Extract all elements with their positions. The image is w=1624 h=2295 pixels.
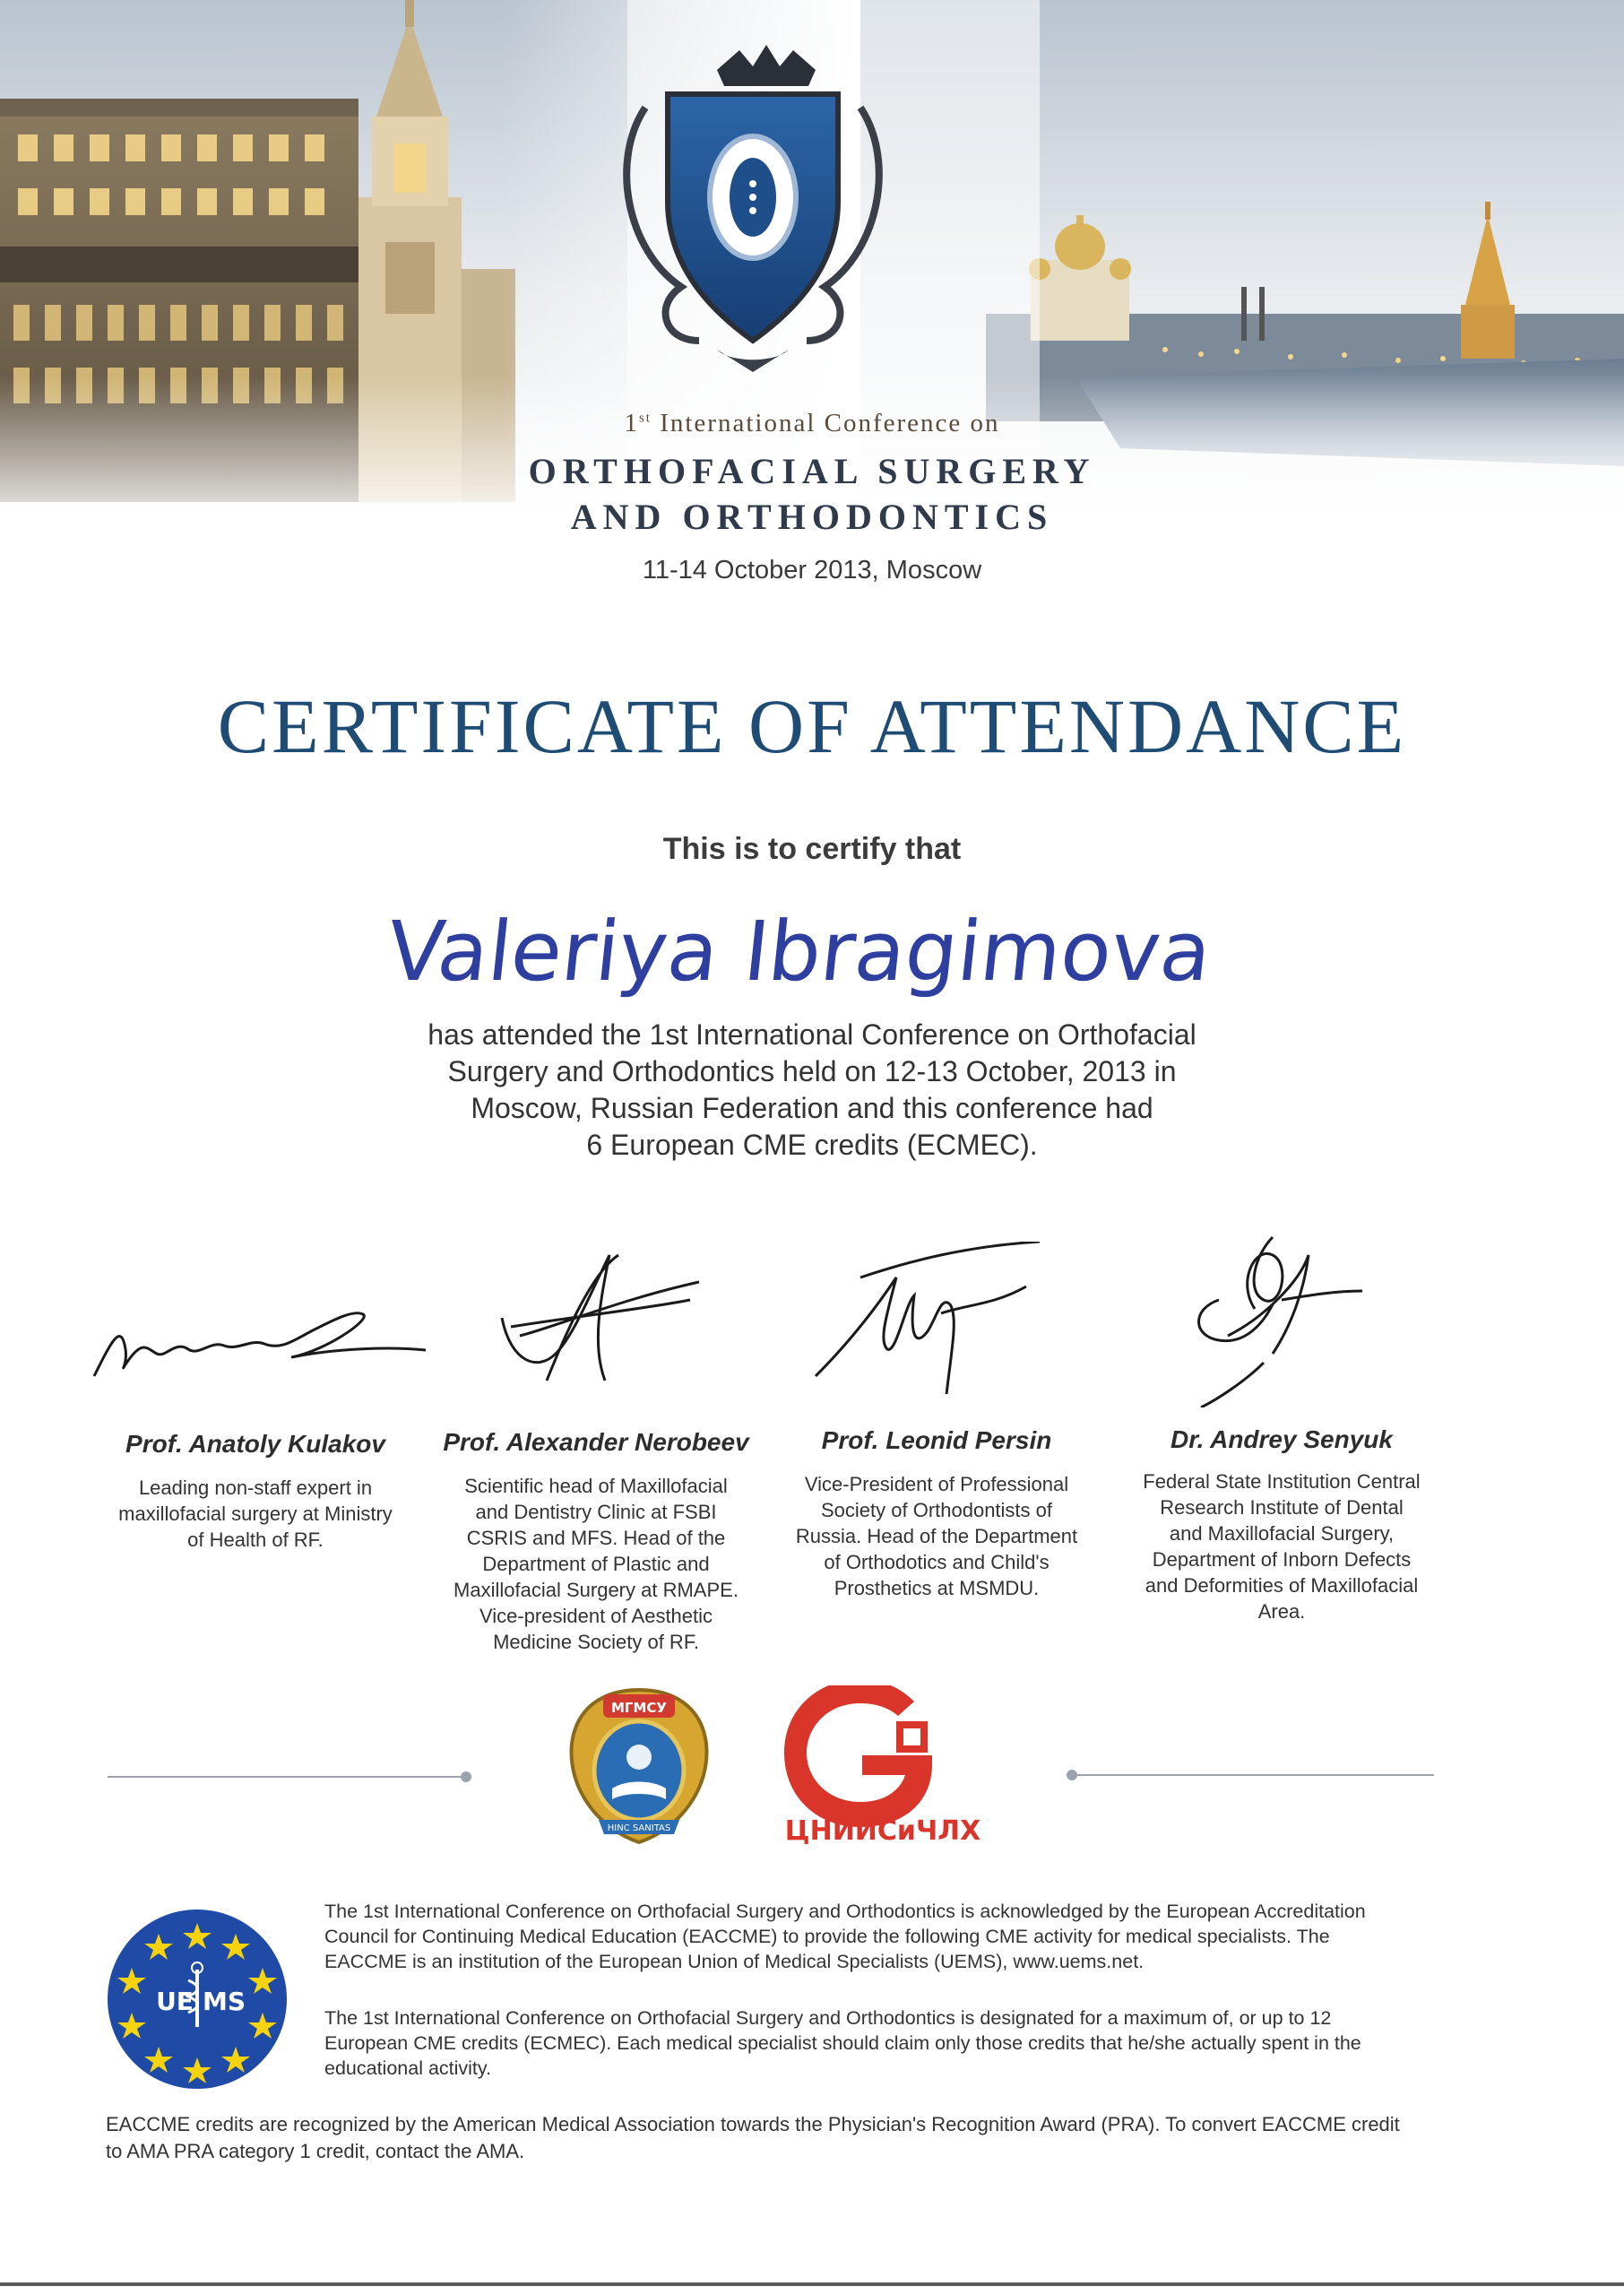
- accreditation-paragraph-1: The 1st International Conference on Orthofacial Surgery and Orthodontics is acknowledged by the European Accreditation Council for Continuing Medical Education (EACCME) to provide the following CME activity for medical specialists. The EACCME is an institution of the European Union of Medical Specialists (UEMS), www.uems.net.: [324, 1901, 1366, 1972]
- svg-text:Valeriya Ibragimova: Valeriya Ibragimova: [383, 903, 1216, 1000]
- cniis-logo: [775, 1685, 990, 1847]
- ama-recognition-note: EACCME credits are recognized by the American Medical Association towards the Physician's Recognition Award (PRA). To convert EACCME credit to AMA PRA category 1 credit, contact the AMA.: [106, 2113, 1400, 2162]
- attendance-statement: has attended the 1st International Conference on Orthofacial Surgery and Orthodontics held on 12-13 October, 2013 in Moscow, Russian Federation and this conference had 6 European CME credits (ECMEC).: [428, 1018, 1196, 1161]
- signatory-role-kulakov: Leading non-staff expert in maxillofacial surgery at Ministry of Health of RF.: [118, 1477, 393, 1551]
- msmsu-emblem-logo: [563, 1685, 715, 1847]
- divider-left: [108, 1776, 466, 1778]
- signatory-role-persin: Vice-President of Professional Society of Orthodontists of Russia. Head of the Department of Orthodotics and Child's Prosthetics at MSMDU.: [795, 1473, 1078, 1599]
- signatory-name-senyuk: Dr. Andrey Senyuk: [1170, 1425, 1393, 1453]
- recipient-name-handwritten: [323, 883, 1291, 1018]
- page-bottom-edge: [0, 2282, 1624, 2286]
- svg-text:МГМСУ: МГМСУ: [611, 1700, 667, 1716]
- certify-line: This is to certify that: [662, 832, 962, 866]
- signatory-name-nerobeev: Prof. Alexander Nerobeev: [443, 1428, 749, 1456]
- signatory-name-persin: Prof. Leonid Persin: [821, 1426, 1052, 1454]
- svg-text:ЦНИИСиЧЛХ: ЦНИИСиЧЛХ: [784, 1815, 981, 1847]
- certificate-title: CERTIFICATE OF ATTENDANCE: [217, 683, 1407, 769]
- svg-text:UE: UE: [156, 1987, 194, 2016]
- signatory-name-kulakov: Prof. Anatoly Kulakov: [125, 1430, 385, 1458]
- divider-left-dot: [461, 1771, 471, 1782]
- svg-text:MS: MS: [202, 1987, 246, 2016]
- signature-senyuk: [1165, 1228, 1371, 1407]
- conference-title-line1: ORTHOFACIAL SURGERY: [528, 451, 1096, 491]
- conference-title-line2: AND ORTHODONTICS: [570, 497, 1054, 537]
- uems-logo: [103, 1905, 291, 2093]
- accreditation-paragraph-2: The 1st International Conference on Orthofacial Surgery and Orthodontics is designated for a maximum of, or up to 12 European CME credits (ECMEC). Each medical specialist should claim only those credits that he/she actually spent in the educational activity.: [324, 2007, 1361, 2079]
- divider-right: [1075, 1774, 1434, 1776]
- signature-kulakov: [85, 1291, 444, 1399]
- divider-right-dot: [1067, 1770, 1077, 1780]
- signatory-role-senyuk: Federal State Institution Central Research Institute of Dental and Maxillofacial Surgery, Department of Inborn Defects and Deformities of Maxillofacial Area.: [1143, 1470, 1421, 1623]
- conference-date-place: 11-14 October 2013, Moscow: [642, 556, 982, 585]
- signature-persin: [807, 1242, 1067, 1394]
- svg-text:HINC SANITAS: HINC SANITAS: [607, 1823, 671, 1833]
- conference-ordinal-line: 1st International Conference on: [624, 409, 1000, 437]
- signature-nerobeev: [484, 1246, 717, 1399]
- signatory-role-nerobeev: Scientific head of Maxillofacial and Dentistry Clinic at FSBI CSRIS and MFS. Head of the Department of Plastic and Maxillofacial Surgery at RMAPE. Vice-president of Aesthetic Medicine Society of RF.: [454, 1475, 739, 1653]
